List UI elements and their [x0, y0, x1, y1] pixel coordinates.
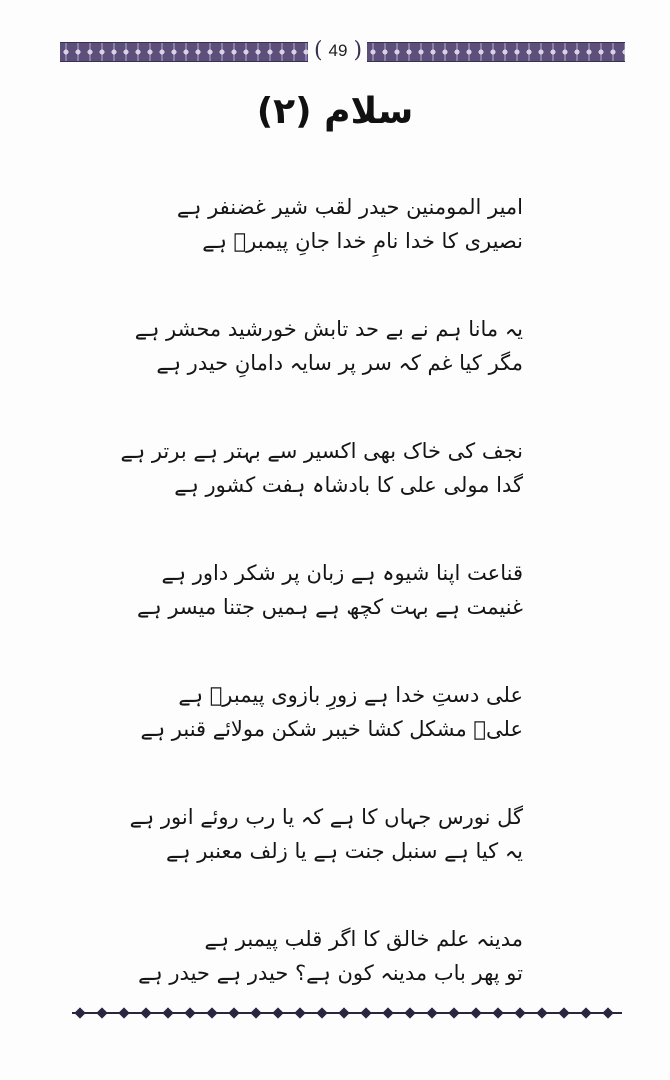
diamond-ornament-icon: [184, 1007, 195, 1018]
bracket-right-icon: ): [353, 38, 363, 63]
diamond-ornament-icon: [514, 1007, 525, 1018]
diamond-ornament-icon: [404, 1007, 415, 1018]
stanza: [129, 800, 523, 922]
page-number: 49: [328, 41, 348, 60]
verse-line: یہ کیا ہے سنبل جنت ہے یا زلف معنبر ہے: [165, 839, 523, 863]
diamond-ornament-icon: [382, 1007, 393, 1018]
diamond-ornament-icon: [316, 1007, 327, 1018]
diamond-ornament-icon: [448, 1007, 459, 1018]
verse-line: قناعت اپنا شیوہ ہے زبان پر شکر داور ہے: [161, 561, 523, 585]
verse-line: علی دستِ خدا ہے زورِ بازوی پیمبرؐ ہے: [178, 683, 523, 707]
diamond-ornament-icon: [118, 1007, 129, 1018]
page-header-ornament: [60, 38, 625, 64]
stanza: [140, 678, 523, 800]
diamond-ornament-icon: [96, 1007, 107, 1018]
diamond-ornament-icon: [360, 1007, 371, 1018]
floral-border-left: [60, 42, 308, 62]
verse-line: مگر کیا غم کہ سر پر سایہ دامانِ حیدر ہے: [156, 351, 523, 375]
stanza: [120, 434, 523, 556]
diamond-ornament-icon: [338, 1007, 349, 1018]
stanza: [168, 190, 523, 312]
diamond-ornament-icon: [74, 1007, 85, 1018]
diamond-ornament-icon: [536, 1007, 547, 1018]
diamond-ornament-icon: [206, 1007, 217, 1018]
verse-line: مدینہ علم خالق کا اگر قلب پیمبر ہے: [204, 927, 523, 951]
divider-diamonds: [72, 1006, 622, 1020]
diamond-ornament-icon: [294, 1007, 305, 1018]
verse-line: غنیمت ہے بہت کچھ ہے ہمیں جتنا میسر ہے: [137, 595, 523, 619]
verse-line: علیؑ مشکل کشا خیبر شکن مولائے قنبر ہے: [140, 717, 523, 741]
diamond-ornament-icon: [140, 1007, 151, 1018]
floral-border-right: [367, 42, 625, 62]
verse-line: نجف کی خاک بھی اکسیر سے بہتر ہے برتر ہے: [120, 439, 523, 463]
verse-line: یہ مانا ہم نے بے حد تابش خورشید محشر ہے: [134, 317, 523, 341]
diamond-ornament-icon: [580, 1007, 591, 1018]
diamond-ornament-icon: [426, 1007, 437, 1018]
poem-title: سلام (۲): [256, 91, 414, 132]
diamond-ornament-icon: [228, 1007, 239, 1018]
bottom-diamond-divider: [72, 1006, 622, 1020]
diamond-ornament-icon: [250, 1007, 261, 1018]
stanza: [138, 922, 523, 1044]
diamond-ornament-icon: [470, 1007, 481, 1018]
diamond-ornament-icon: [558, 1007, 569, 1018]
diamond-ornament-icon: [162, 1007, 173, 1018]
stanza: [137, 556, 523, 678]
verse-line: گل نورس جہاں کا ہے کہ یا رب روئے انور ہے: [129, 805, 523, 829]
stanza: [134, 312, 523, 434]
diamond-ornament-icon: [272, 1007, 283, 1018]
verse-line: گدا مولی علی کا بادشاہ ہفت کشور ہے: [174, 473, 523, 497]
poem-body: [120, 190, 523, 1044]
bracket-left-icon: (: [313, 38, 323, 63]
diamond-ornament-icon: [492, 1007, 503, 1018]
verse-line: نصیری کا خدا نامِ خدا جانِ پیمبرؐ ہے: [202, 229, 523, 253]
diamond-ornament-icon: [602, 1007, 613, 1018]
page-number-box: [312, 38, 364, 64]
verse-line: امیر المومنین حیدر لقب شیر غضنفر ہے: [176, 195, 523, 219]
verse-line: تو پھر باب مدینہ کون ہے؟ حیدر ہے حیدر ہے: [138, 961, 523, 985]
